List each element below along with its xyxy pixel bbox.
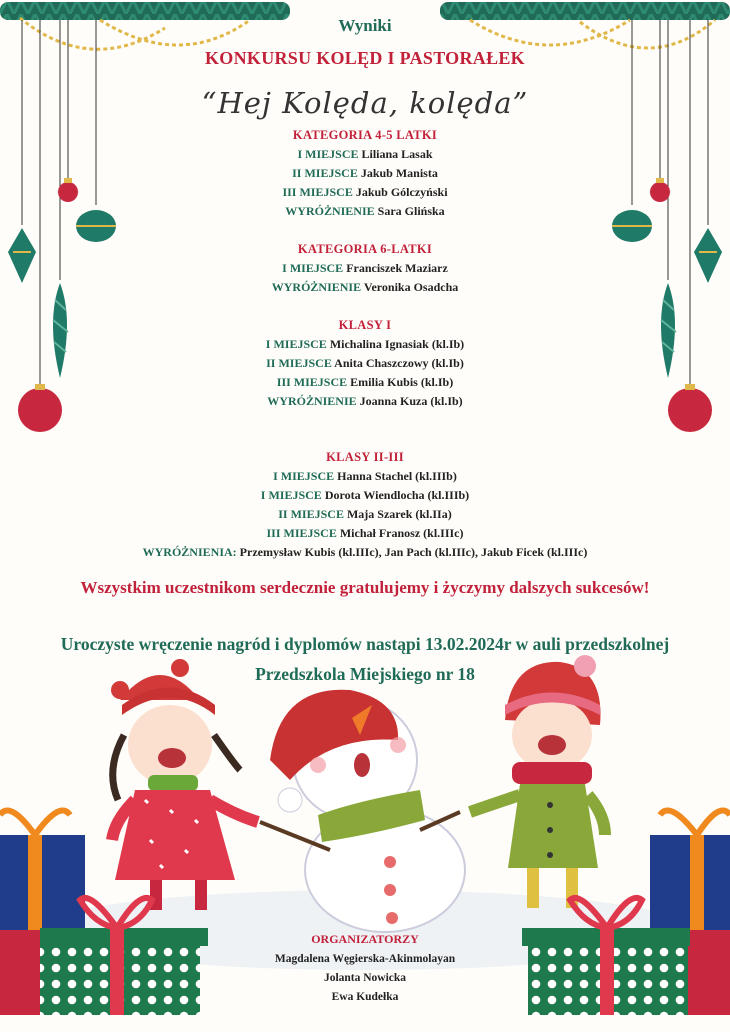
result-row: [0, 259, 730, 278]
page-title: KONKURSU KOLĘD I PASTORAŁEK: [205, 48, 525, 68]
result-row: [0, 183, 730, 202]
result-row: [0, 164, 730, 183]
place-label: WYRÓŻNIENIA:: [142, 545, 237, 559]
result-row: [0, 392, 730, 411]
place-label: I MIEJSCE: [273, 469, 335, 483]
participant-name: Michalina Ignasiak (kl.Ib): [329, 337, 465, 351]
participant-name: Michał Franosz (kl.IIIc): [339, 526, 464, 540]
subtitle: “Hej Kolęda, kolęda”: [201, 86, 529, 120]
place-label: III MIEJSCE: [282, 185, 353, 199]
result-row: [0, 505, 730, 524]
place-label: III MIEJSCE: [276, 375, 348, 389]
award-line-2: Przedszkola Miejskiego nr 18: [255, 664, 475, 684]
result-row: [0, 202, 730, 221]
organizers-title: ORGANIZATORZY: [311, 932, 419, 946]
category-block: [0, 126, 730, 221]
place-label: I MIEJSCE: [297, 147, 359, 161]
category-block: [0, 316, 730, 411]
title-top: Wyniki: [338, 16, 392, 35]
participant-name: Emilia Kubis (kl.Ib): [350, 375, 454, 389]
place-label: WYRÓŻNIENIE: [285, 204, 375, 218]
participant-name: Dorota Wiendlocha (kl.IIIb): [324, 488, 470, 502]
place-label: WYRÓŻNIENIE: [267, 394, 357, 408]
category-title: KATEGORIA 6-LATKI: [297, 242, 433, 256]
category-title: KATEGORIA 4-5 LATKI: [292, 128, 438, 142]
participant-name: Sara Glińska: [377, 204, 445, 218]
result-row: [0, 354, 730, 373]
participant-name: Liliana Lasak: [361, 147, 433, 161]
child-left-illustration: [111, 659, 258, 910]
participant-name: Jakub Gólczyński: [355, 185, 448, 199]
organizer-name: Jolanta Nowicka: [323, 972, 407, 984]
place-label: II MIEJSCE: [292, 166, 358, 180]
category-title: KLASY I: [338, 318, 392, 332]
participant-name: Maja Szarek (kl.IIa): [346, 507, 452, 521]
category-block: [0, 240, 730, 297]
participant-name: Anita Chaszczowy (kl.Ib): [334, 356, 464, 370]
place-label: I MIEJSCE: [260, 488, 322, 502]
organizers-list: [0, 950, 730, 1007]
category-title: KLASY II-III: [326, 450, 404, 464]
result-row: [0, 278, 730, 297]
participant-name: Przemysław Kubis (kl.IIIc), Jan Pach (kl.IIIc), Jakub Ficek (kl.IIIc): [239, 545, 588, 559]
participant-name: Franciszek Maziarz: [346, 261, 448, 275]
place-label: I MIEJSCE: [265, 337, 327, 351]
place-label: II MIEJSCE: [278, 507, 344, 521]
place-label: WYRÓŻNIENIE: [271, 280, 362, 294]
organizer-name: Magdalena Węgierska-Akinmolayan: [274, 953, 456, 965]
place-label: III MIEJSCE: [266, 526, 337, 540]
result-row: [0, 543, 730, 562]
result-row: [0, 524, 730, 543]
result-row: [0, 486, 730, 505]
result-row: [0, 467, 730, 486]
place-label: I MIEJSCE: [282, 261, 344, 275]
result-row: [0, 335, 730, 354]
result-row: [0, 373, 730, 392]
congratulations-text: Wszystkim uczestnikom serdecznie gratulujemy i życzymy dalszych sukcesów!: [80, 578, 650, 597]
participant-name: Hanna Stachel (kl.IIIb): [337, 469, 457, 483]
participant-name: Joanna Kuza (kl.Ib): [359, 394, 463, 408]
place-label: II MIEJSCE: [266, 356, 332, 370]
category-block: [0, 448, 730, 562]
organizer-name: Ewa Kudełka: [331, 991, 399, 1003]
participant-name: Jakub Manista: [360, 166, 438, 180]
result-row: [0, 145, 730, 164]
award-line-1: Uroczyste wręczenie nagród i dyplomów nastąpi 13.02.2024r w auli przedszkolnej: [60, 634, 670, 654]
participant-name: Veronika Osadcha: [363, 280, 459, 294]
child-right-illustration: [470, 655, 605, 908]
